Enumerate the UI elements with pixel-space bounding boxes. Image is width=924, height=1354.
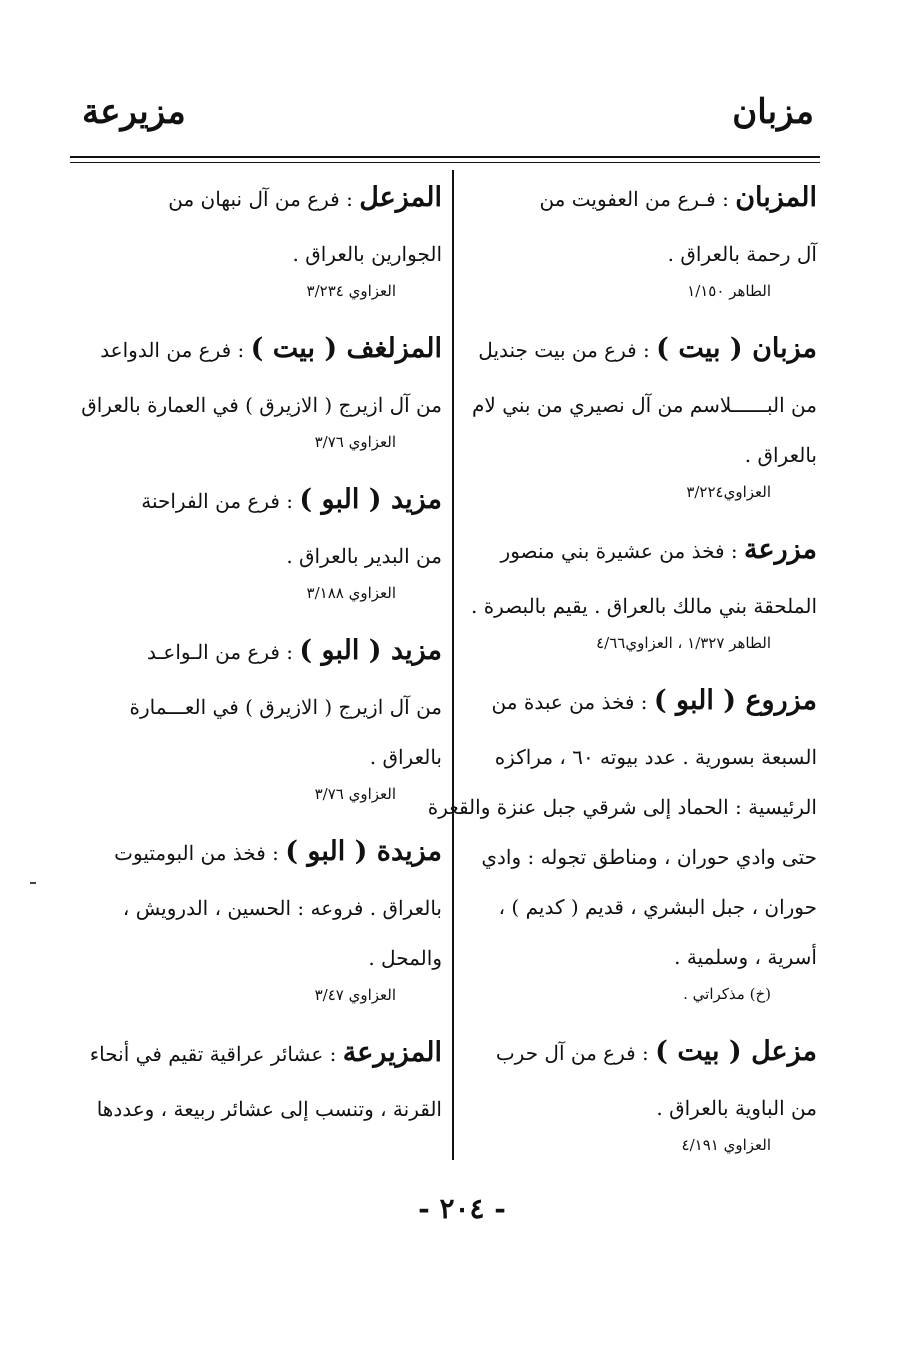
entry-text: : فخذ من البومتيوت: [114, 841, 286, 865]
entry-text-line: [74, 883, 442, 933]
entry-text: السبعة بسورية . عدد بيوته ٦٠ ، مراكزه: [494, 745, 817, 769]
dictionary-entry: [462, 168, 817, 303]
entry-text: من الباوية بالعراق .: [656, 1096, 817, 1120]
entry-term: مزيدة ( البو ): [285, 836, 442, 867]
dictionary-entry: [74, 470, 442, 605]
entry-text: : فـرع من العفويت من: [539, 187, 736, 211]
entry-text: من البــــــلاسم من آل نصيري من بني لام: [472, 393, 817, 417]
entry-text: حوران ، جبل البشري ، قديم ( كديم ) ،: [498, 895, 817, 919]
entry-text: : فرع من بيت جنديل: [478, 338, 657, 362]
entry-source: العزاوي ٣/٧٦: [314, 785, 396, 803]
stray-mark: [30, 882, 36, 884]
entry-heading-line: [74, 319, 442, 380]
entry-text-line: [74, 732, 442, 782]
entry-heading-line: [74, 822, 442, 883]
column-divider: [452, 170, 454, 1160]
entry-text: من آل ازيرج ( الازيرق ) في العمارة بالعراق: [81, 393, 442, 417]
left-column: [74, 168, 442, 1150]
entry-text: : فرع من آل حرب: [495, 1041, 656, 1065]
dictionary-entry: [462, 1022, 817, 1157]
entry-text-line: [74, 1084, 442, 1134]
entry-text: : عشائر عراقية تقيم في أنحاء: [89, 1042, 343, 1066]
entry-text-line: [462, 380, 817, 430]
dictionary-entry: [462, 319, 817, 504]
entry-term: مزبان ( بيت ): [656, 333, 817, 364]
dictionary-entry: [427, 671, 817, 1006]
entry-source: العزاوي ٣/١٨٨: [306, 584, 396, 602]
entry-text: : فرع من الدواعد: [100, 338, 251, 362]
header-rule-thin: [70, 162, 820, 163]
entry-term: مزرعة: [744, 534, 817, 565]
dictionary-entry: [74, 168, 442, 303]
entry-text-line: [74, 682, 442, 732]
dictionary-entry: [74, 822, 442, 1007]
entry-text: من البدير بالعراق .: [286, 544, 442, 568]
entry-text: بالعراق . فروعه : الحسين ، الدرويش ،: [122, 896, 442, 920]
dictionary-entry: [74, 621, 442, 806]
entry-text: : فرع من الـواعـد: [147, 640, 300, 664]
entry-text: بالعراق .: [744, 443, 817, 467]
entry-text: من آل ازيرج ( الازيرق ) في العـــمارة: [129, 695, 442, 719]
entry-text: حتى وادي حوران ، ومناطق تجوله : وادي: [481, 845, 817, 869]
entry-text-line: [462, 732, 817, 782]
entry-text: : فرع من آل نبهان من: [168, 187, 360, 211]
entry-term: المزيرعة: [342, 1037, 442, 1068]
entry-text-line: [462, 1083, 817, 1133]
entry-text: الملحقة بني مالك بالعراق . يقيم بالبصرة .: [470, 594, 817, 618]
dictionary-entry: [74, 319, 442, 454]
entry-heading-line: [462, 520, 817, 581]
entry-text: : فخذ من عشيرة بني منصور: [500, 539, 745, 563]
entry-text: : فرع من الفراحنة: [141, 489, 300, 513]
entry-source: العزاوي ٤/١٩١: [681, 1136, 771, 1154]
entry-text-line: [74, 933, 442, 983]
dictionary-entry: [462, 520, 817, 655]
entry-term: مزروع ( البو ): [653, 685, 817, 716]
page-number: - ٢٠٤ -: [418, 1192, 506, 1225]
entry-text-line: [427, 782, 817, 832]
entry-source: الطاهر ١/١٥٠: [687, 282, 771, 300]
entry-heading-line: [462, 671, 817, 732]
entry-text-line: [462, 882, 817, 932]
entry-source: العزاوي ٣/٢٣٤: [306, 282, 396, 300]
entry-term: المزبان: [735, 182, 817, 213]
right-column: [427, 168, 817, 1173]
entry-text-line: [462, 932, 817, 982]
entry-term: المزعل: [359, 182, 442, 213]
entry-text-line: [462, 581, 817, 631]
running-head-left: مزيرعة: [82, 92, 186, 132]
entry-term: المزلغف ( بيت ): [250, 333, 442, 364]
entry-source: (خ) مذكراتي .: [683, 985, 771, 1003]
entry-term: مزعل ( بيت ): [655, 1036, 817, 1067]
entry-text-line: [462, 430, 817, 480]
entry-text: بالعراق .: [369, 745, 442, 769]
entry-heading-line: [74, 470, 442, 531]
entry-source: الطاهر ١/٣٢٧ ، العزاوي٤/٦٦: [596, 634, 771, 652]
entry-text-line: [74, 531, 442, 581]
entry-text: آل رحمة بالعراق .: [667, 242, 817, 266]
running-head-right: مزبان: [732, 92, 814, 132]
entry-text-line: [462, 832, 817, 882]
entry-text: القرنة ، وتنسب إلى عشائر ربيعة ، وعددها: [96, 1097, 442, 1121]
entry-text: الجوارين بالعراق .: [292, 242, 442, 266]
entry-heading-line: [462, 168, 817, 229]
entry-text-line: [462, 229, 817, 279]
entry-heading-line: [74, 168, 442, 229]
entry-text: أسرية ، وسلمية .: [674, 945, 817, 969]
entry-term: مزيد ( البو ): [299, 484, 442, 515]
entry-text: الرئيسية : الحماد إلى شرقي جبل عنزة والقعرة: [427, 795, 817, 819]
entry-heading-line: [74, 1023, 442, 1084]
entry-heading-line: [462, 319, 817, 380]
entry-term: مزيد ( البو ): [299, 635, 442, 666]
entry-heading-line: [74, 621, 442, 682]
entry-text-line: [74, 380, 442, 430]
entry-text-line: [74, 229, 442, 279]
entry-heading-line: [462, 1022, 817, 1083]
header-rule: [70, 156, 820, 158]
entry-source: العزاوي ٣/٤٧: [314, 986, 396, 1004]
entry-source: العزاوي ٣/٧٦: [314, 433, 396, 451]
entry-text: : فخذ من عبدة من: [491, 690, 654, 714]
dictionary-entry: [74, 1023, 442, 1134]
entry-text: والمحل .: [368, 946, 442, 970]
entry-source: العزاوي٣/٢٢٤: [686, 483, 771, 501]
